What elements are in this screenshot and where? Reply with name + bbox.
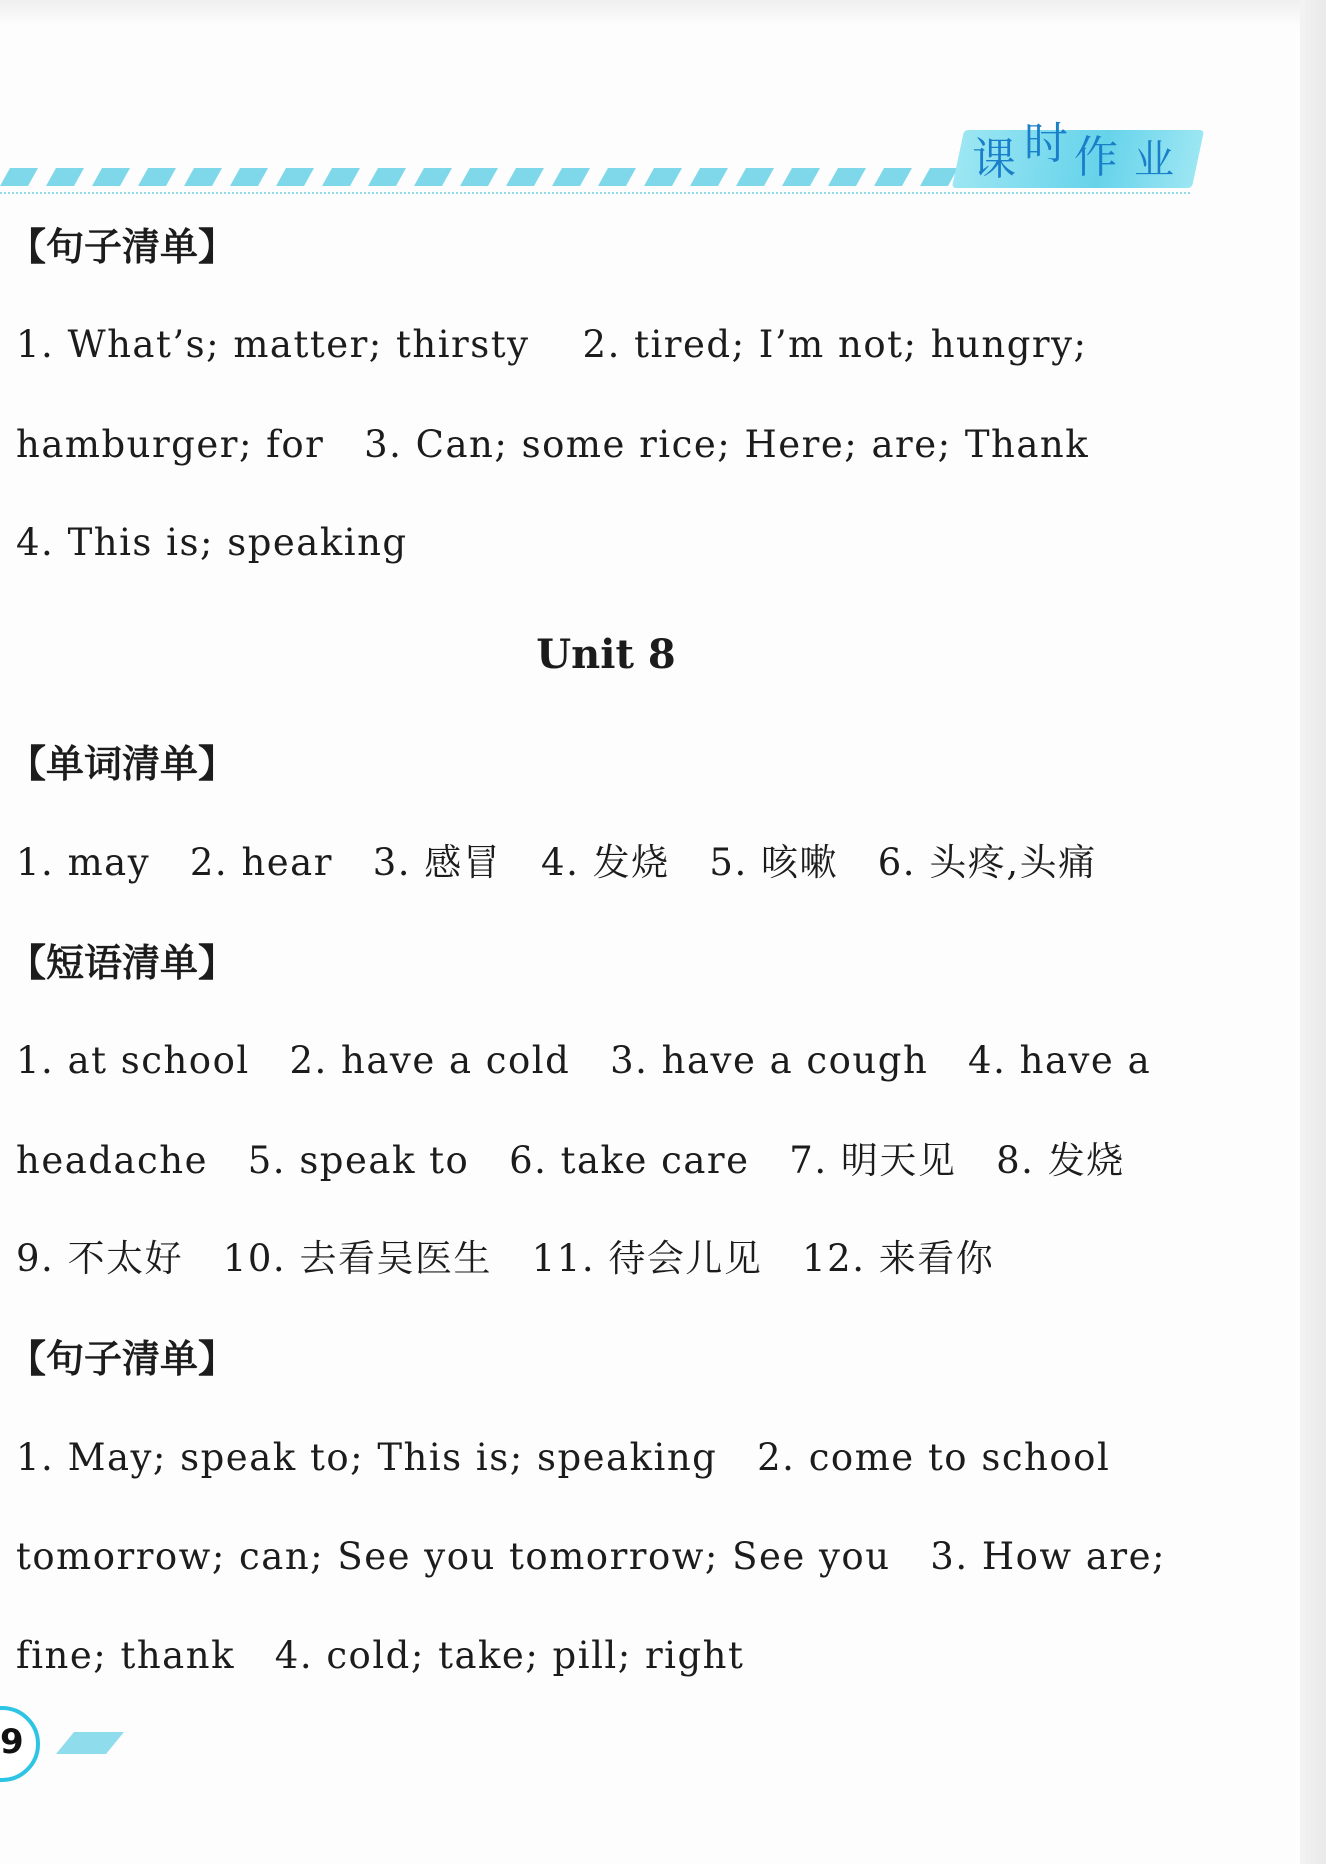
brand-char: 时 bbox=[1024, 118, 1068, 169]
answer-line: hamburger; for 3. Can; some rice; Here; are; Thank bbox=[16, 423, 1090, 466]
unit-title: Unit 8 bbox=[536, 631, 676, 678]
answer-line: 9. 不太好 10. 去看吴医生 11. 待会儿见 12. 来看你 bbox=[16, 1237, 995, 1280]
section-heading-sentences: 【句子清单】 bbox=[8, 1337, 237, 1381]
section-heading-phrases: 【短语清单】 bbox=[8, 941, 237, 985]
header-dash-strip bbox=[0, 166, 960, 186]
answer-line: 1. at school 2. have a cold 3. have a cough 4. have a bbox=[16, 1039, 1152, 1082]
section-heading-words: 【单词清单】 bbox=[8, 742, 237, 786]
answer-line: fine; thank 4. cold; take; pill; right bbox=[16, 1634, 745, 1677]
section-heading-sentences: 【句子清单】 bbox=[8, 225, 237, 269]
answer-line: headache 5. speak to 6. take care 7. 明天见 8. 发烧 bbox=[16, 1139, 1125, 1182]
header-brand-logo bbox=[958, 118, 1198, 194]
page-edge-shadow bbox=[1300, 0, 1326, 1864]
answer-line: 4. This is; speaking bbox=[16, 521, 408, 564]
page-number: 9 bbox=[0, 1722, 24, 1762]
brand-char: 业 bbox=[1134, 137, 1174, 183]
page-top-shadow bbox=[0, 0, 1326, 26]
brand-char: 作 bbox=[1074, 132, 1118, 183]
answer-line: 1. may 2. hear 3. 感冒 4. 发烧 5. 咳嗽 6. 头疼,头痛 bbox=[16, 841, 1097, 884]
page-number-tail bbox=[56, 1730, 126, 1756]
answer-line: 1. What’s; matter; thirsty 2. tired; I’m not; hungry; bbox=[16, 323, 1088, 366]
answer-line: tomorrow; can; See you tomorrow; See you 3. How are; bbox=[16, 1535, 1166, 1578]
answer-line: 1. May; speak to; This is; speaking 2. come to school bbox=[16, 1436, 1111, 1479]
brand-char: 课 bbox=[972, 134, 1016, 185]
